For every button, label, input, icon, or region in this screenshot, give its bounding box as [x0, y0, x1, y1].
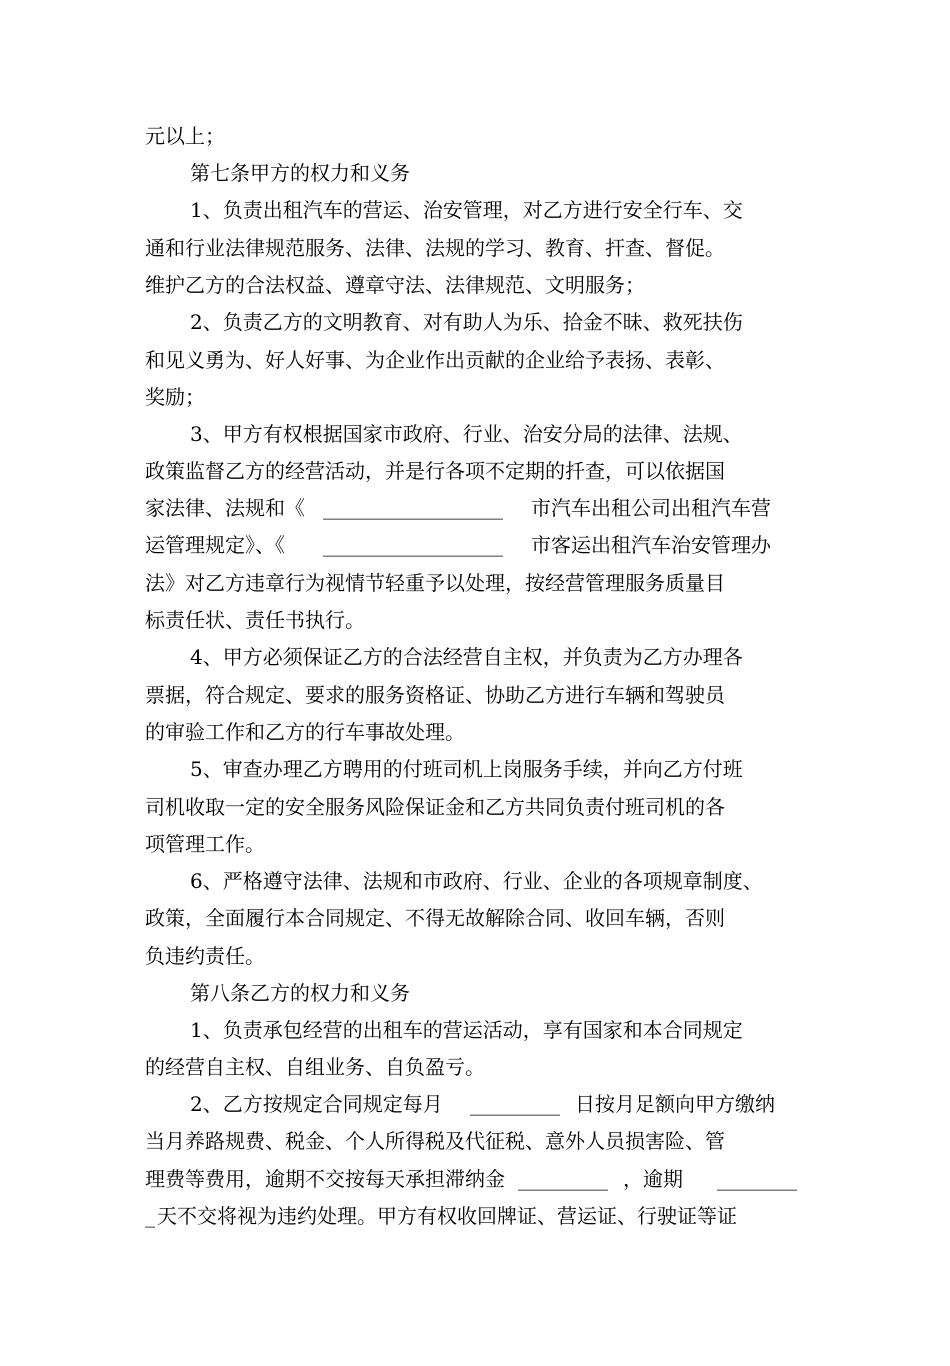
text-line [0, 901, 950, 935]
text-line [0, 790, 950, 824]
text-line [0, 231, 950, 265]
text-segment: 项管理工作。 [145, 832, 265, 856]
text-line [0, 1050, 950, 1084]
text-segment: 标责任状、责任书执行。 [145, 608, 365, 632]
text-segment: 3、甲方有权根据国家市政府、行业、治安分局的法律、法规、 [190, 422, 743, 446]
blank-field: _________ [518, 1167, 608, 1191]
text-segment: 市汽车出租公司出租汽车营 [531, 496, 771, 520]
text-segment: 通和行业法律规范服务、法律、法规的学习、教育、扞查、督促。 [145, 236, 725, 260]
text-line [0, 1162, 950, 1196]
text-segment: 1、负责承包经营的出租车的营运活动，享有国家和本合同规定 [190, 1018, 743, 1042]
text-segment: 5、审查办理乙方聘用的付班司机上岗服务手续，并向乙方付班 [190, 757, 743, 781]
text-line [0, 827, 950, 861]
text-line [0, 752, 950, 786]
text-segment: 的经营自主权、自组业务、自负盈亏。 [145, 1055, 485, 1079]
text-line [0, 1199, 950, 1233]
text-segment: 的审验工作和乙方的行车事故处理。 [145, 720, 465, 744]
text-segment: 奖励； [145, 385, 205, 409]
text-segment: 司机收取一定的安全服务风险保证金和乙方共同负责付班司机的各 [145, 795, 725, 819]
text-segment: 4、甲方必须保证乙方的合法经营自主权，并负责为乙方办理各 [190, 645, 743, 669]
section-heading [0, 976, 950, 1010]
text-line [0, 1013, 950, 1047]
text-line [0, 380, 950, 414]
text-segment: 理费等费用，逾期不交按每天承担滞纳金 [145, 1167, 505, 1191]
text-line [0, 305, 950, 339]
blank-field: ________ [717, 1167, 797, 1191]
text-line [0, 939, 950, 973]
blank-field: _ [145, 1204, 155, 1228]
text-segment: 元以上； [145, 124, 225, 148]
blank-field: __________________ [323, 533, 503, 557]
text-segment: 负违约责任。 [145, 944, 265, 968]
heading-text: 第八条乙方的权力和义务 [190, 981, 410, 1005]
text-segment: 1、负责出租汽车的营运、治安管理，对乙方进行安全行车、交 [190, 198, 743, 222]
text-segment: 票据，符合规定、要求的服务资格证、协助乙方进行车辆和驾驶员 [145, 683, 725, 707]
text-line [0, 566, 950, 600]
text-line [0, 343, 950, 377]
text-segment: 和见义勇为、好人好事、为企业作出贡献的企业给予表扬、表彰、 [145, 348, 725, 372]
text-line [0, 268, 950, 302]
text-line [0, 417, 950, 451]
text-segment: 家法律、法规和《 [145, 496, 305, 520]
heading-text: 第七条甲方的权力和义务 [190, 161, 410, 185]
text-segment: 2、负责乙方的文明教育、对有助人为乐、拾金不昧、救死扶伤 [190, 310, 743, 334]
text-segment: 当月养路规费、税金、个人所得税及代征税、意外人员损害险、管 [145, 1129, 725, 1153]
text-line [0, 1124, 950, 1158]
text-segment: 2、乙方按规定合同规定每月 [190, 1092, 443, 1116]
text-line [0, 119, 950, 153]
text-segment: 日按月足额向甲方缴纳 [575, 1092, 775, 1116]
blank-field: __________________ [323, 496, 503, 520]
text-segment: 政策监督乙方的经营活动，并是行各项不定期的扦查，可以依据国 [145, 459, 725, 483]
text-line [0, 528, 950, 562]
text-segment: 6、严格遵守法律、法规和市政府、行业、企业的各项规章制度、 [190, 869, 763, 893]
text-line [0, 640, 950, 674]
text-segment: 维护乙方的合法权益、遵章守法、法律规范、文明服务； [145, 273, 645, 297]
text-segment: 法》对乙方违章行为视情节轻重予以处理，按经营管理服务质量目 [145, 571, 725, 595]
text-segment: ，逾期 [623, 1167, 683, 1191]
text-segment: 政策，全面履行本合同规定、不得无故解除合同、收回车辆，否则 [145, 906, 725, 930]
text-line [0, 864, 950, 898]
text-line [0, 1087, 950, 1121]
text-line [0, 454, 950, 488]
text-line [0, 715, 950, 749]
section-heading [0, 156, 950, 190]
text-line [0, 603, 950, 637]
text-line [0, 491, 950, 525]
text-segment: 天不交将视为违约处理。甲方有权收回牌证、营运证、行驶证等证 [157, 1204, 737, 1228]
text-segment: 运管理规定》、《 [145, 533, 285, 557]
blank-field: _________ [470, 1092, 560, 1116]
text-line [0, 678, 950, 712]
text-segment: 市客运出租汽车治安管理办 [531, 533, 771, 557]
text-line [0, 193, 950, 227]
